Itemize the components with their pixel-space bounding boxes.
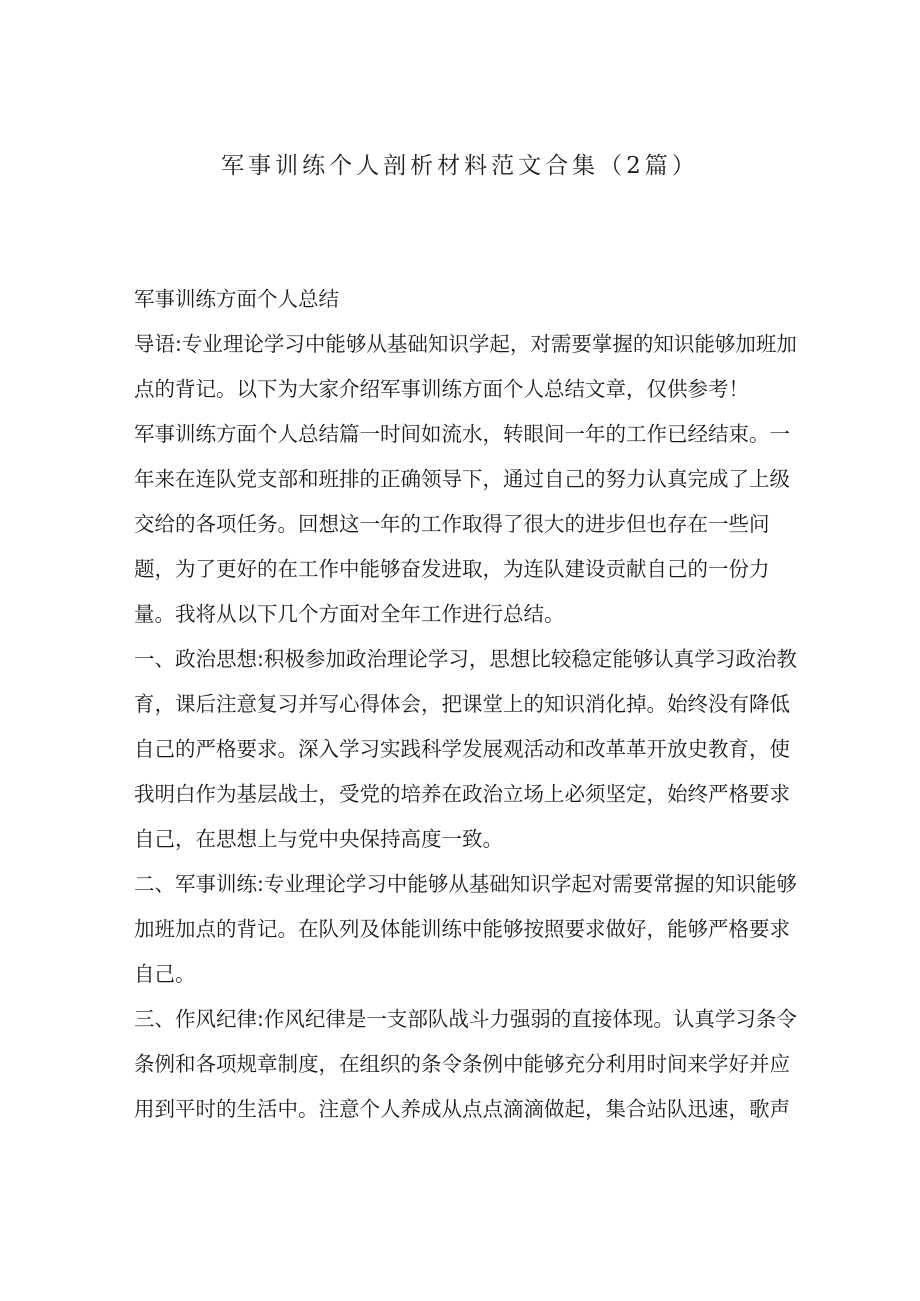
text-line: 军事训练方面个人总结 [134,287,339,311]
discipline-paragraph [134,997,797,1132]
text-line: 二、军事训练:专业理论学习中能够从基础知识学起对需要常握的知识能够 [134,872,797,896]
text-line: 用到平时的生活中。注意个人养成从点点滴滴做起，集合站队迅速，歌声 [134,1097,790,1121]
text-line: 导语:专业理论学习中能够从基础知识学起，对需要掌握的知识能够加班加 [134,332,797,356]
text-line: 加班加点的背记。在队列及体能训练中能够按照要求做好，能够严格要求 [134,917,790,941]
text-line: 军事训练方面个人总结篇一时间如流水，转眼间一年的工作已经结束。一 [134,422,790,446]
text-line: 自己。 [134,962,196,986]
section-heading [134,277,790,322]
political-thought-paragraph [134,637,797,862]
military-training-paragraph [134,862,797,997]
text-line: 自己，在思想上与党中央保持高度一致。 [134,827,503,851]
document-title: 军事训练个人剖析材料范文合集（2篇） [221,153,699,179]
text-line: 交给的各项任务。回想这一年的工作取得了很大的进步但也存在一些问 [134,512,770,536]
text-line: 年来在连队党支部和班排的正确领导下，通过自己的努力认真完成了上级 [134,467,790,491]
text-line: 育，课后注意复习并写心得体会，把课堂上的知识消化掉。始终没有降低 [134,692,790,716]
opening-paragraph [134,412,790,637]
text-line: 点的背记。以下为大家介绍军事训练方面个人总结文章，仅供参考！ [134,377,749,401]
text-line: 题，为了更好的在工作中能够奋发进取，为连队建设贡献自己的一份力 [134,557,770,581]
text-line: 自己的严格要求。深入学习实践科学发展观活动和改革革开放史教育，使 [134,737,790,761]
text-line: 三、作风纪律:作风纪律是一支部队战斗力强弱的直接体现。认真学习条令 [134,1007,797,1031]
document-body [134,277,797,1132]
text-line: 我明白作为基层战士，受党的培养在政治立场上必须坚定，始终严格要求 [134,782,790,806]
text-line: 一、政治思想:积极参加政治理论学习，思想比较稳定能够认真学习政治教 [134,647,797,671]
intro-paragraph [134,322,797,412]
text-line: 条例和各项规章制度，在组织的条令条例中能够充分利用时间来学好并应 [134,1052,790,1076]
text-line: 量。我将从以下几个方面对全年工作进行总结。 [134,602,565,626]
